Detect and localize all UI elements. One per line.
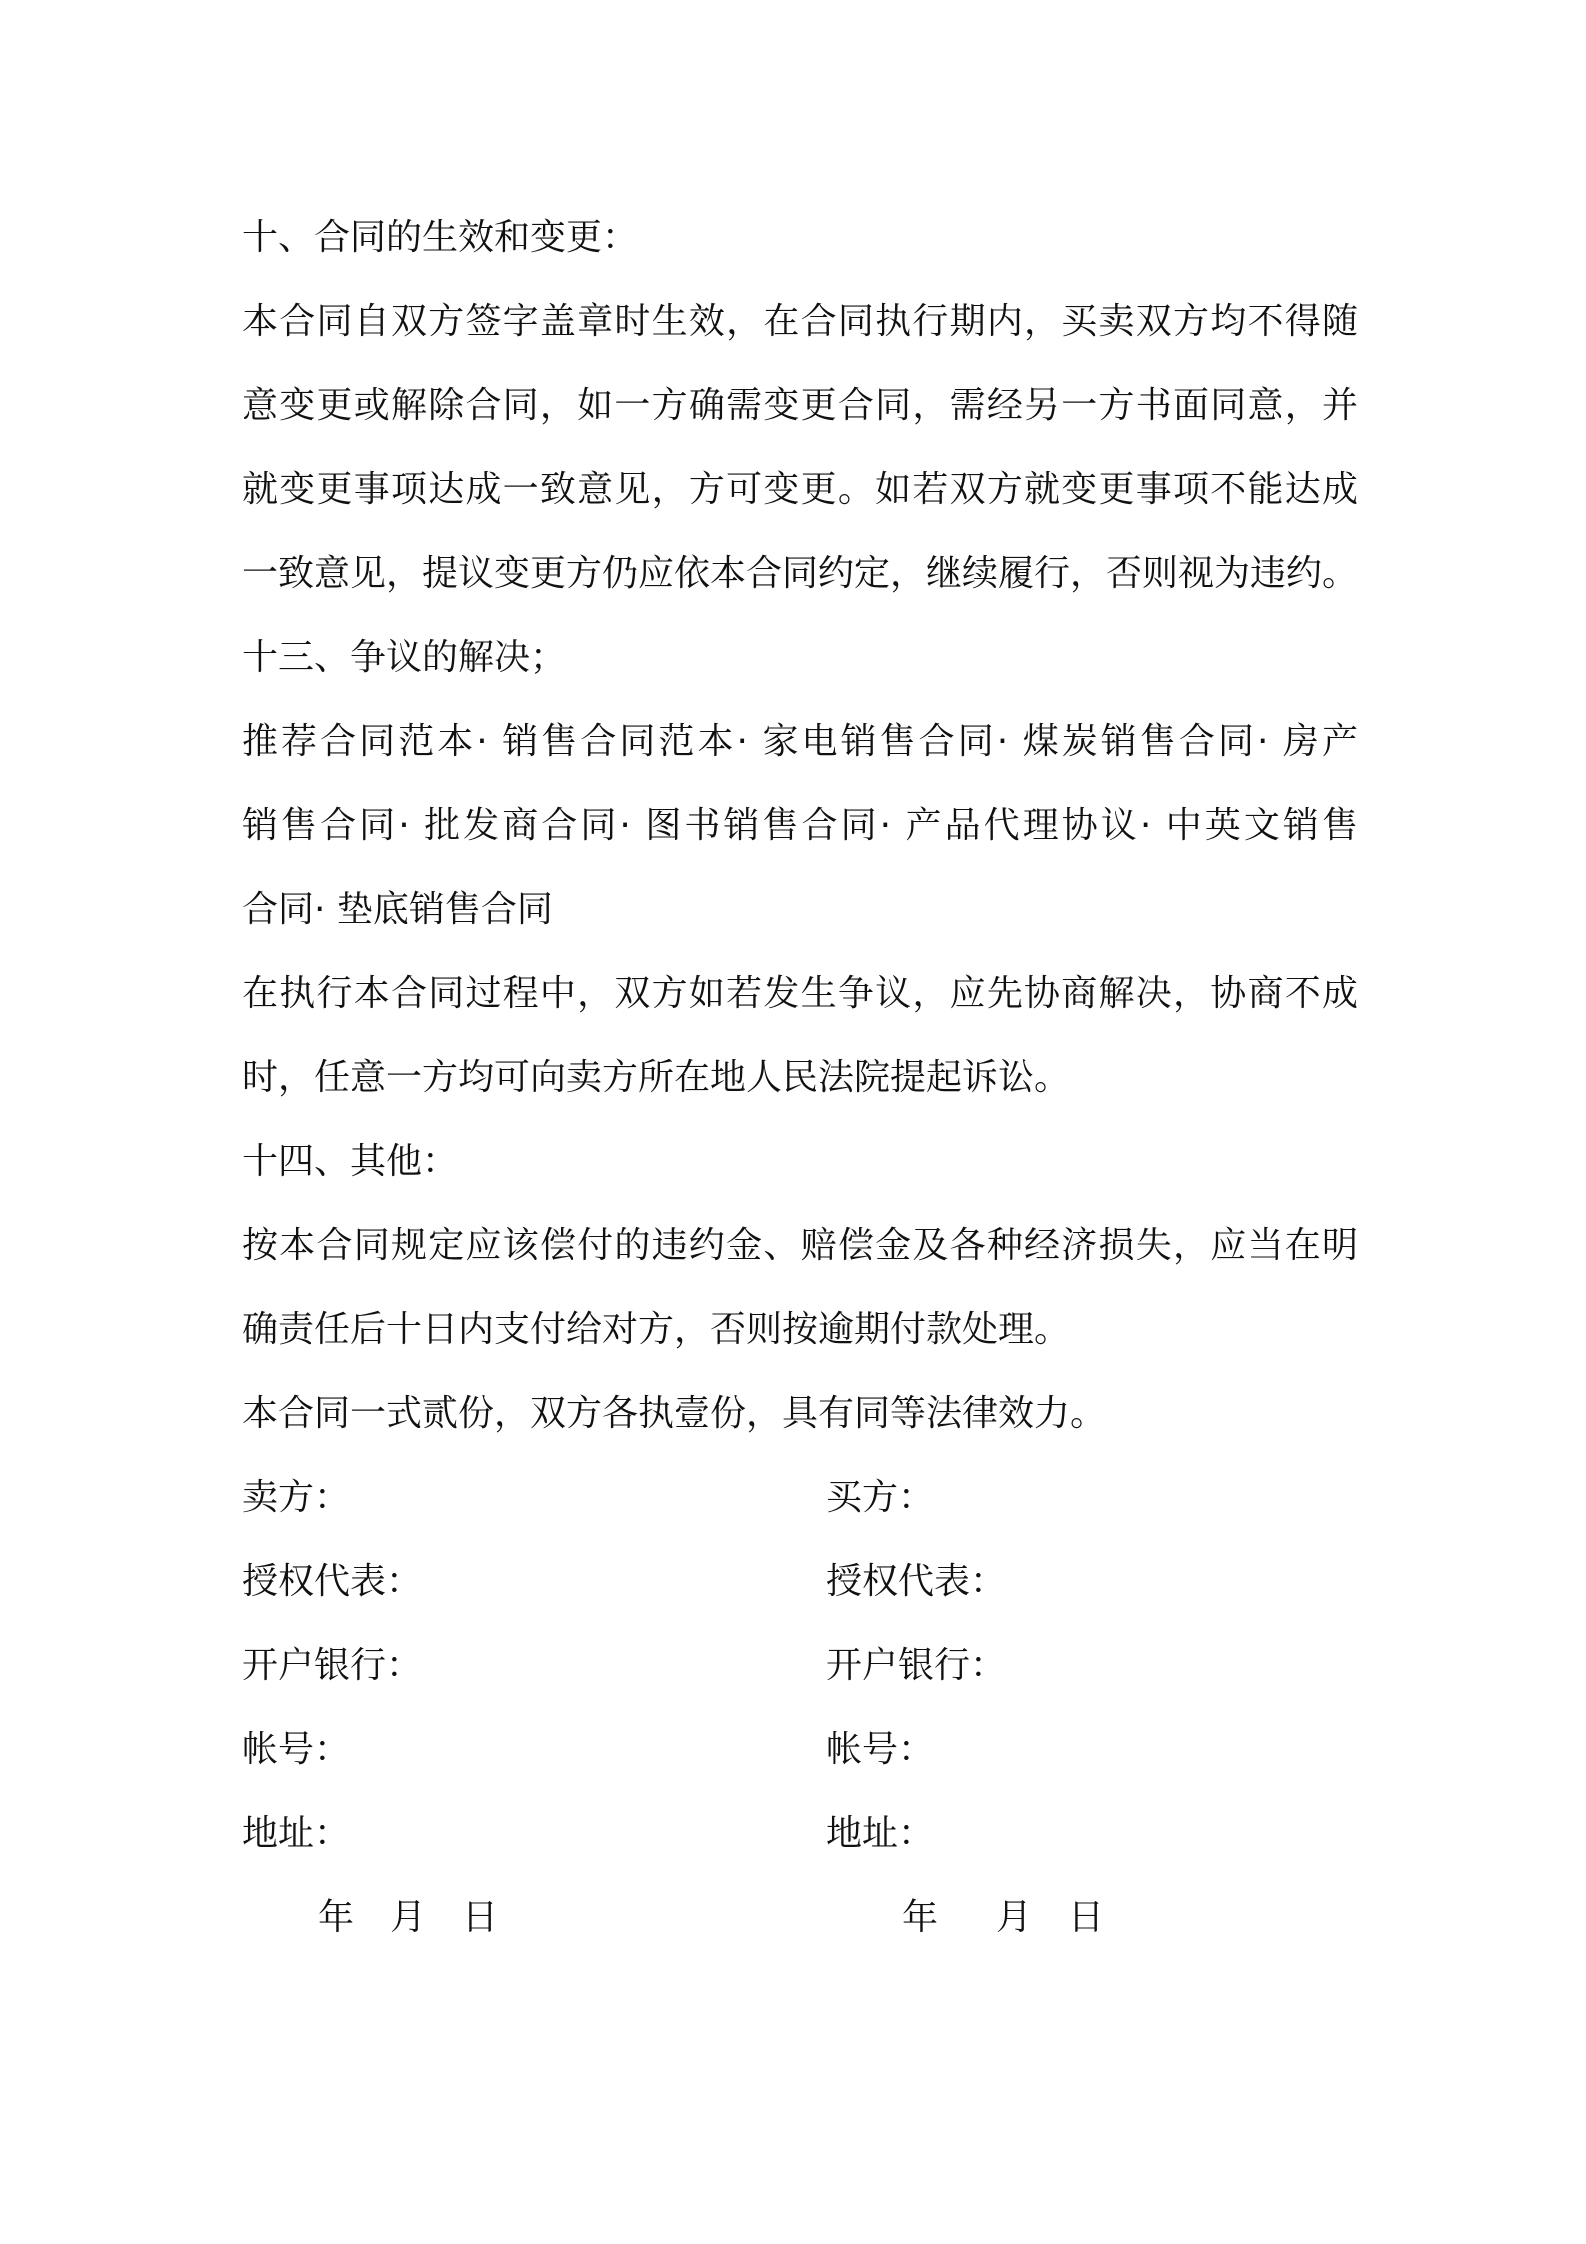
buyer-bank-label: 开户银行：: [826, 1645, 1007, 1686]
recommended-templates-line: 合同· 垫底销售合同: [242, 889, 553, 930]
seller-rep-label: 授权代表：: [242, 1561, 423, 1602]
section-10-heading: 十、合同的生效和变更：: [242, 217, 639, 258]
section-14-line: 确责任后十日内支付给对方，否则按逾期付款处理。: [242, 1309, 1071, 1350]
signature-row-account: [242, 1708, 1358, 1792]
seller-address-label: 地址：: [242, 1813, 351, 1854]
seller-party-label: 卖方：: [242, 1477, 351, 1518]
buyer-party-label: 买方：: [826, 1477, 935, 1518]
seller-account-label: 帐号：: [242, 1729, 351, 1770]
contract-body: [242, 196, 1358, 1960]
section-10-line: 就变更事项达成一致意见，方可变更。如若双方就变更事项不能达成: [242, 469, 1358, 510]
buyer-date-day: 日: [1068, 1897, 1105, 1938]
signature-row-address: [242, 1792, 1358, 1876]
seller-date-year: 年: [318, 1897, 355, 1938]
signature-row-bank: [242, 1624, 1358, 1708]
section-10-line: 一致意见，提议变更方仍应依本合同约定，继续履行，否则视为违约。: [242, 553, 1359, 594]
signature-row-rep: [242, 1540, 1358, 1624]
buyer-account-label: 帐号：: [826, 1729, 935, 1770]
section-10-line: 意变更或解除合同，如一方确需变更合同，需经另一方书面同意，并: [242, 385, 1358, 426]
seller-date-month: 月: [390, 1897, 427, 1938]
section-14-line: 按本合同规定应该偿付的违约金、赔偿金及各种经济损失，应当在明: [242, 1225, 1358, 1266]
recommended-templates-line: 销售合同· 批发商合同· 图书销售合同· 产品代理协议· 中英文销售: [242, 805, 1358, 846]
buyer-date: [902, 1876, 1104, 1960]
buyer-rep-label: 授权代表：: [826, 1561, 1007, 1602]
section-13-line: 时，任意一方均可向卖方所在地人民法院提起诉讼。: [242, 1057, 1071, 1098]
section-14-heading: 十四、其他：: [242, 1141, 459, 1182]
signature-row-party: [242, 1456, 1358, 1540]
seller-date-day: 日: [462, 1897, 499, 1938]
buyer-address-label: 地址：: [826, 1813, 935, 1854]
seller-bank-label: 开户银行：: [242, 1645, 423, 1686]
section-13-heading: 十三、争议的解决；: [242, 637, 567, 678]
buyer-date-month: 月: [996, 1897, 1033, 1938]
section-13-line: 在执行本合同过程中，双方如若发生争议，应先协商解决，协商不成: [242, 973, 1358, 1014]
section-10-line: 本合同自双方签字盖章时生效，在合同执行期内，买卖双方均不得随: [242, 301, 1358, 342]
seller-date: [318, 1876, 498, 1960]
signature-date-row: [242, 1876, 1358, 1960]
section-14-line: 本合同一式贰份，双方各执壹份，具有同等法律效力。: [242, 1393, 1107, 1434]
buyer-date-year: 年: [902, 1897, 939, 1938]
recommended-templates-line: 推荐合同范本· 销售合同范本· 家电销售合同· 煤炭销售合同· 房产: [242, 721, 1358, 762]
